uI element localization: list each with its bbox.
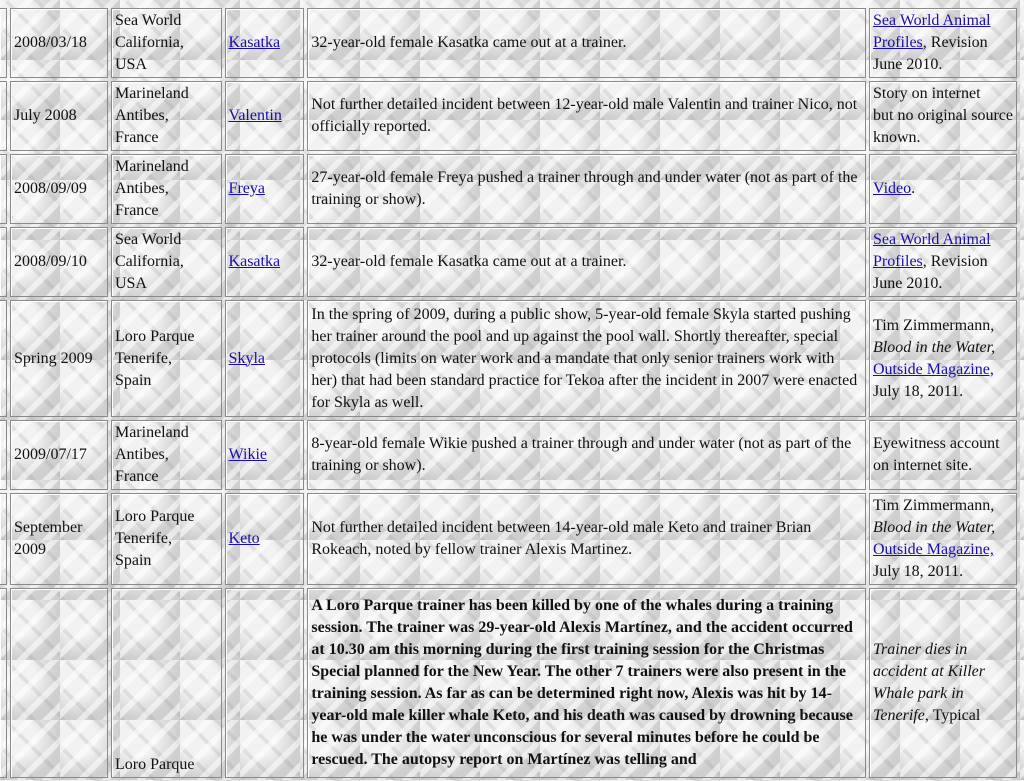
orca-name-link[interactable]: Valentin: [228, 107, 282, 124]
place-line: California,: [114, 253, 184, 270]
row-marker: [0, 420, 7, 490]
description-cell: Not further detailed incident between 12-year-old male Valentin and trainer Nico, not officially reported.: [307, 81, 866, 151]
video-link[interactable]: Video: [873, 180, 912, 197]
row-marker: [0, 227, 7, 297]
row-marker: [0, 81, 7, 151]
incidents-table: [0, 5, 1020, 781]
source-title-line: Whale park in: [873, 685, 964, 702]
description-cell: 8-year-old female Wikie pushed a trainer through and under water (not as part of the training or show).: [307, 420, 866, 490]
source-date: July 18, 2011.: [873, 382, 964, 400]
place-line: Marineland: [114, 85, 189, 102]
date-cell: July 2008: [10, 81, 108, 151]
source-line: Story on internet: [873, 85, 981, 102]
place-line: Marineland: [114, 158, 189, 175]
place-line: Marineland: [114, 424, 189, 441]
orca-name-link[interactable]: Skyla: [228, 349, 265, 367]
description-cell: Not further detailed incident between 14-year-old male Keto and trainer Brian Rokeach, noted by fellow trainer Alexis Martinez.: [307, 493, 866, 585]
date-cell: September 2009: [10, 493, 108, 585]
place-line: Tenerife,: [114, 530, 173, 547]
date-cell: 2008/03/18: [10, 8, 108, 78]
source-rest: , Revision June 2010.: [873, 34, 988, 73]
table-row: [0, 227, 1017, 297]
table-row: [0, 493, 1017, 585]
table-row: [0, 8, 1017, 78]
source-line: on internet site.: [873, 457, 973, 474]
row-marker: [0, 8, 7, 78]
place-cell: [111, 300, 222, 417]
place-line: France: [114, 202, 159, 219]
source-cell: [869, 227, 1017, 297]
place-line: France: [114, 468, 159, 485]
table-row: [0, 588, 1017, 778]
source-title: Blood in the Water,: [873, 519, 996, 536]
orca-name-link[interactable]: Kasatka: [228, 253, 281, 270]
name-cell: [225, 8, 305, 78]
source-title-line: Trainer dies in: [873, 641, 968, 658]
source-place: Tenerife: [873, 707, 925, 724]
place-cell: [111, 420, 222, 490]
table-row: [0, 420, 1017, 490]
description-cell: 32-year-old female Kasatka came out at a trainer.: [307, 227, 866, 297]
place-cell: [111, 227, 222, 297]
source-date: July 18, 2011.: [873, 563, 964, 580]
source-rest: .: [911, 180, 916, 197]
source-title-line: accident at Killer: [873, 663, 985, 680]
source-line: but no original source: [873, 107, 1013, 124]
name-cell: [225, 493, 305, 585]
place-cell: [111, 154, 222, 224]
name-cell: [225, 300, 305, 417]
source-link[interactable]: Outside Magazine,: [873, 360, 994, 378]
source-rest: , Typical: [924, 707, 981, 724]
row-marker: [0, 154, 7, 224]
source-cell: [869, 493, 1017, 585]
source-cell: [869, 154, 1017, 224]
source-link[interactable]: Outside Magazine,: [873, 541, 994, 558]
description-cell: A Loro Parque trainer has been killed by one of the whales during a training session. The trainer was 29-year-old Alexis Martínez, and the accident occurred at 10.30 am this morning during the first training session for the Christmas Special planned for the New Year. The other 7 trainers were also present in the training session. As far as can be determined right now, Alexis was hit by 14-year-old male killer whale Keto, and his death was caused by drowning because he was under the water unconscious for several minutes before he could be rescued. The autopsy report on Martínez was telling and: [307, 588, 866, 778]
source-rest: , Revision June 2010.: [873, 253, 988, 292]
row-marker: [0, 300, 7, 417]
place-line: France: [114, 129, 159, 146]
source-cell: [869, 8, 1017, 78]
place-line: Spain: [114, 371, 152, 389]
description-cell: 27-year-old female Freya pushed a trainer through and under water (not as part of the training or show).: [307, 154, 866, 224]
table-row: [0, 81, 1017, 151]
row-marker: [0, 493, 7, 585]
place-line: Antibes,: [114, 180, 169, 197]
place-cell: [111, 81, 222, 151]
source-cell: [869, 588, 1017, 778]
place-line: Sea World: [114, 231, 182, 248]
place-line: Loro Parque: [114, 508, 195, 525]
source-link[interactable]: Sea World Animal Profiles: [873, 12, 991, 51]
place-cell: [111, 8, 222, 78]
place-cell: Loro Parque: [111, 588, 222, 778]
source-cell: [869, 81, 1017, 151]
source-author: Tim Zimmermann,: [873, 497, 995, 514]
date-cell: Spring 2009: [10, 300, 108, 417]
source-title: Blood in the Water,: [873, 338, 996, 356]
source-author: Tim Zimmermann,: [873, 316, 995, 334]
source-cell: [869, 420, 1017, 490]
row-marker: [0, 588, 7, 778]
table-row: [0, 300, 1017, 417]
name-cell: [225, 154, 305, 224]
description-cell: 32-year-old female Kasatka came out at a trainer.: [307, 8, 866, 78]
place-line: Antibes,: [114, 107, 169, 124]
place-line: Spain: [114, 552, 152, 569]
name-cell: [225, 420, 305, 490]
place-line: USA: [114, 56, 147, 73]
table-row: [0, 154, 1017, 224]
place-line: Sea World: [114, 12, 182, 29]
description-cell: In the spring of 2009, during a public show, 5-year-old female Skyla started pushing her trainer around the pool and up against the pool wall. Shortly thereafter, special protocols (limits on water work and a mandate that only senior trainers work with her) that had been standard practice for Tekoa after the incident in 2007 were enacted for Skyla as well.: [307, 300, 866, 417]
orca-name-link[interactable]: Wikie: [228, 446, 267, 463]
name-cell: [225, 588, 305, 778]
date-cell: 2008/09/09: [10, 154, 108, 224]
source-link[interactable]: Sea World Animal Profiles: [873, 231, 991, 270]
source-line: Eyewitness account: [873, 435, 1000, 452]
source-line: known.: [873, 129, 921, 146]
orca-name-link[interactable]: Kasatka: [228, 34, 281, 51]
date-cell: 2008/09/10: [10, 227, 108, 297]
place-line: Loro Parque: [114, 327, 195, 345]
place-cell: [111, 493, 222, 585]
date-cell: 2009/07/17: [10, 420, 108, 490]
orca-name-link[interactable]: Keto: [228, 530, 260, 547]
date-cell: [10, 588, 108, 778]
place-line: Antibes,: [114, 446, 169, 463]
orca-name-link[interactable]: Freya: [228, 180, 265, 197]
name-cell: [225, 227, 305, 297]
source-cell: [869, 300, 1017, 417]
place-line: Tenerife,: [114, 349, 173, 367]
place-line: USA: [114, 275, 147, 292]
place-line: California,: [114, 34, 184, 51]
name-cell: [225, 81, 305, 151]
